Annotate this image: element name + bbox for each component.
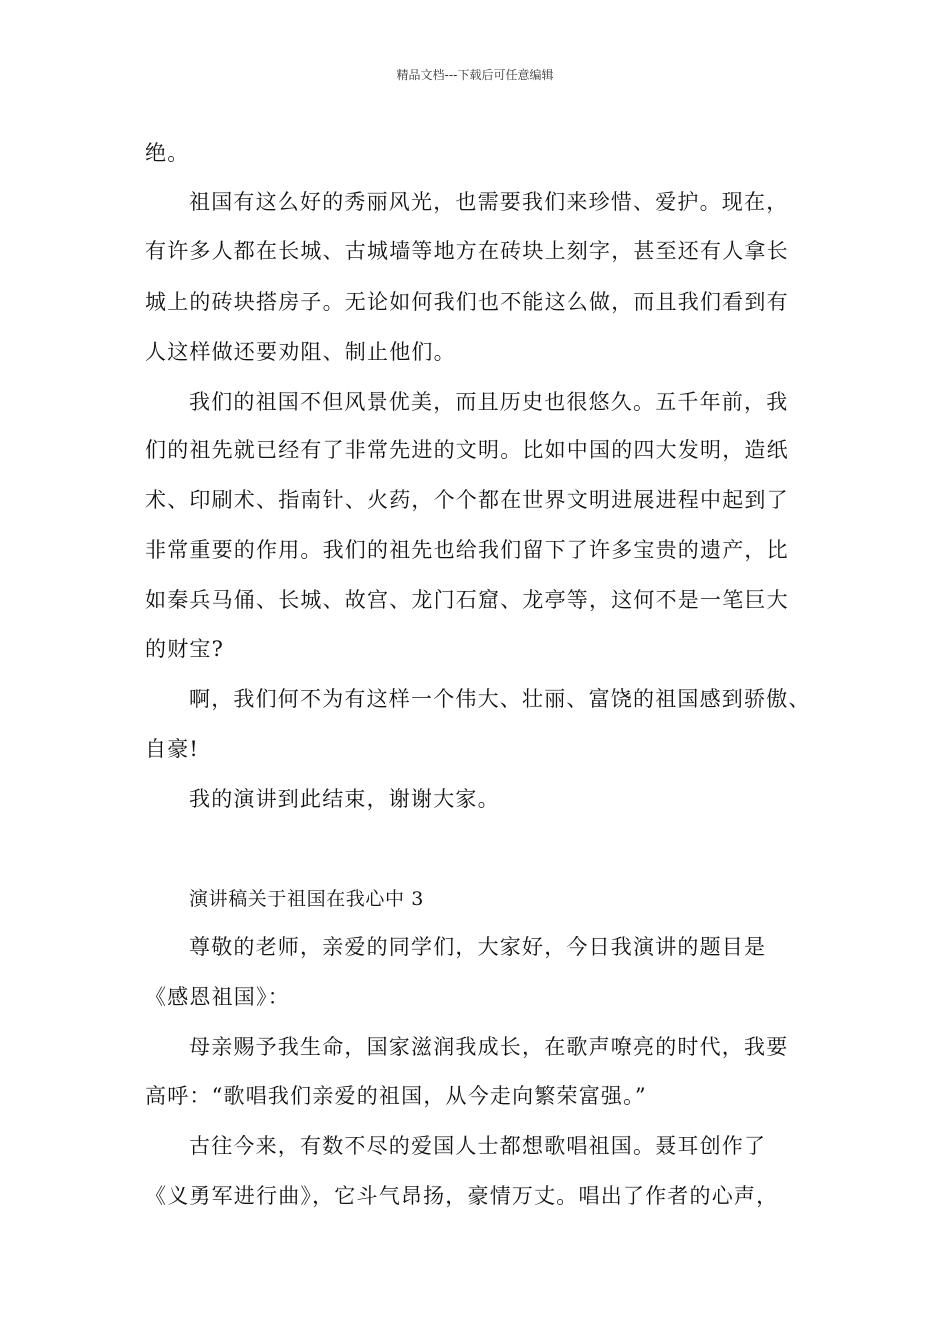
text-line: 高呼：“歌唱我们亲爱的祖国，从今走向繁荣富强。” xyxy=(145,1084,647,1108)
text-line: 古往今来，有数不尽的爱国人士都想歌唱祖国。聂耳创作了 xyxy=(189,1134,767,1158)
text-line: 们的祖先就已经有了非常先进的文明。比如中国的四大发明，造纸 xyxy=(145,438,789,462)
text-line: 非常重要的作用。我们的祖先也给我们留下了许多宝贵的遗产，比 xyxy=(145,538,789,562)
text-line: 有许多人都在长城、古城墙等地方在砖块上刻字，甚至还有人拿长 xyxy=(145,239,789,263)
text-line: 祖国有这么好的秀丽风光，也需要我们来珍惜、爱护。现在， xyxy=(189,190,789,214)
text-line: 绝。 xyxy=(145,141,190,165)
text-line: 城上的砖块搭房子。无论如何我们也不能这么做，而且我们看到有 xyxy=(145,290,789,314)
text-line: 自豪! xyxy=(145,737,200,761)
text-line: 人这样做还要劝阻、制止他们。 xyxy=(145,340,456,364)
text-line: 啊，我们何不为有这样一个伟大、壮丽、富饶的祖国感到骄傲、 xyxy=(189,687,811,711)
text-line: 如秦兵马俑、长城、故宫、龙门石窟、龙亭等，这何不是一笔巨大 xyxy=(145,588,789,612)
text-line: 母亲赐予我生命，国家滋润我成长，在歌声嘹亮的时代，我要 xyxy=(189,1035,789,1059)
text-line: 《感恩祖国》： xyxy=(145,985,290,1009)
section-heading: 演讲稿关于祖国在我心中 3 xyxy=(189,888,424,910)
text-line: 我们的祖国不但风景优美，而且历史也很悠久。五千年前，我 xyxy=(189,390,789,414)
text-line: 尊敬的老师，亲爱的同学们，大家好，今日我演讲的题目是 xyxy=(189,935,767,959)
text-line: 的财宝? xyxy=(145,637,225,661)
text-line: 我的演讲到此结束，谢谢大家。 xyxy=(189,787,500,811)
text-line: 《义勇军进行曲》，它斗气昂扬，豪情万丈。唱出了作者的心声， xyxy=(145,1184,779,1208)
page-header: 精品文档---下载后可任意编辑 xyxy=(396,68,554,82)
text-line: 术、印刷术、指南针、火药，个个都在世界文明进展进程中起到了 xyxy=(145,488,789,512)
